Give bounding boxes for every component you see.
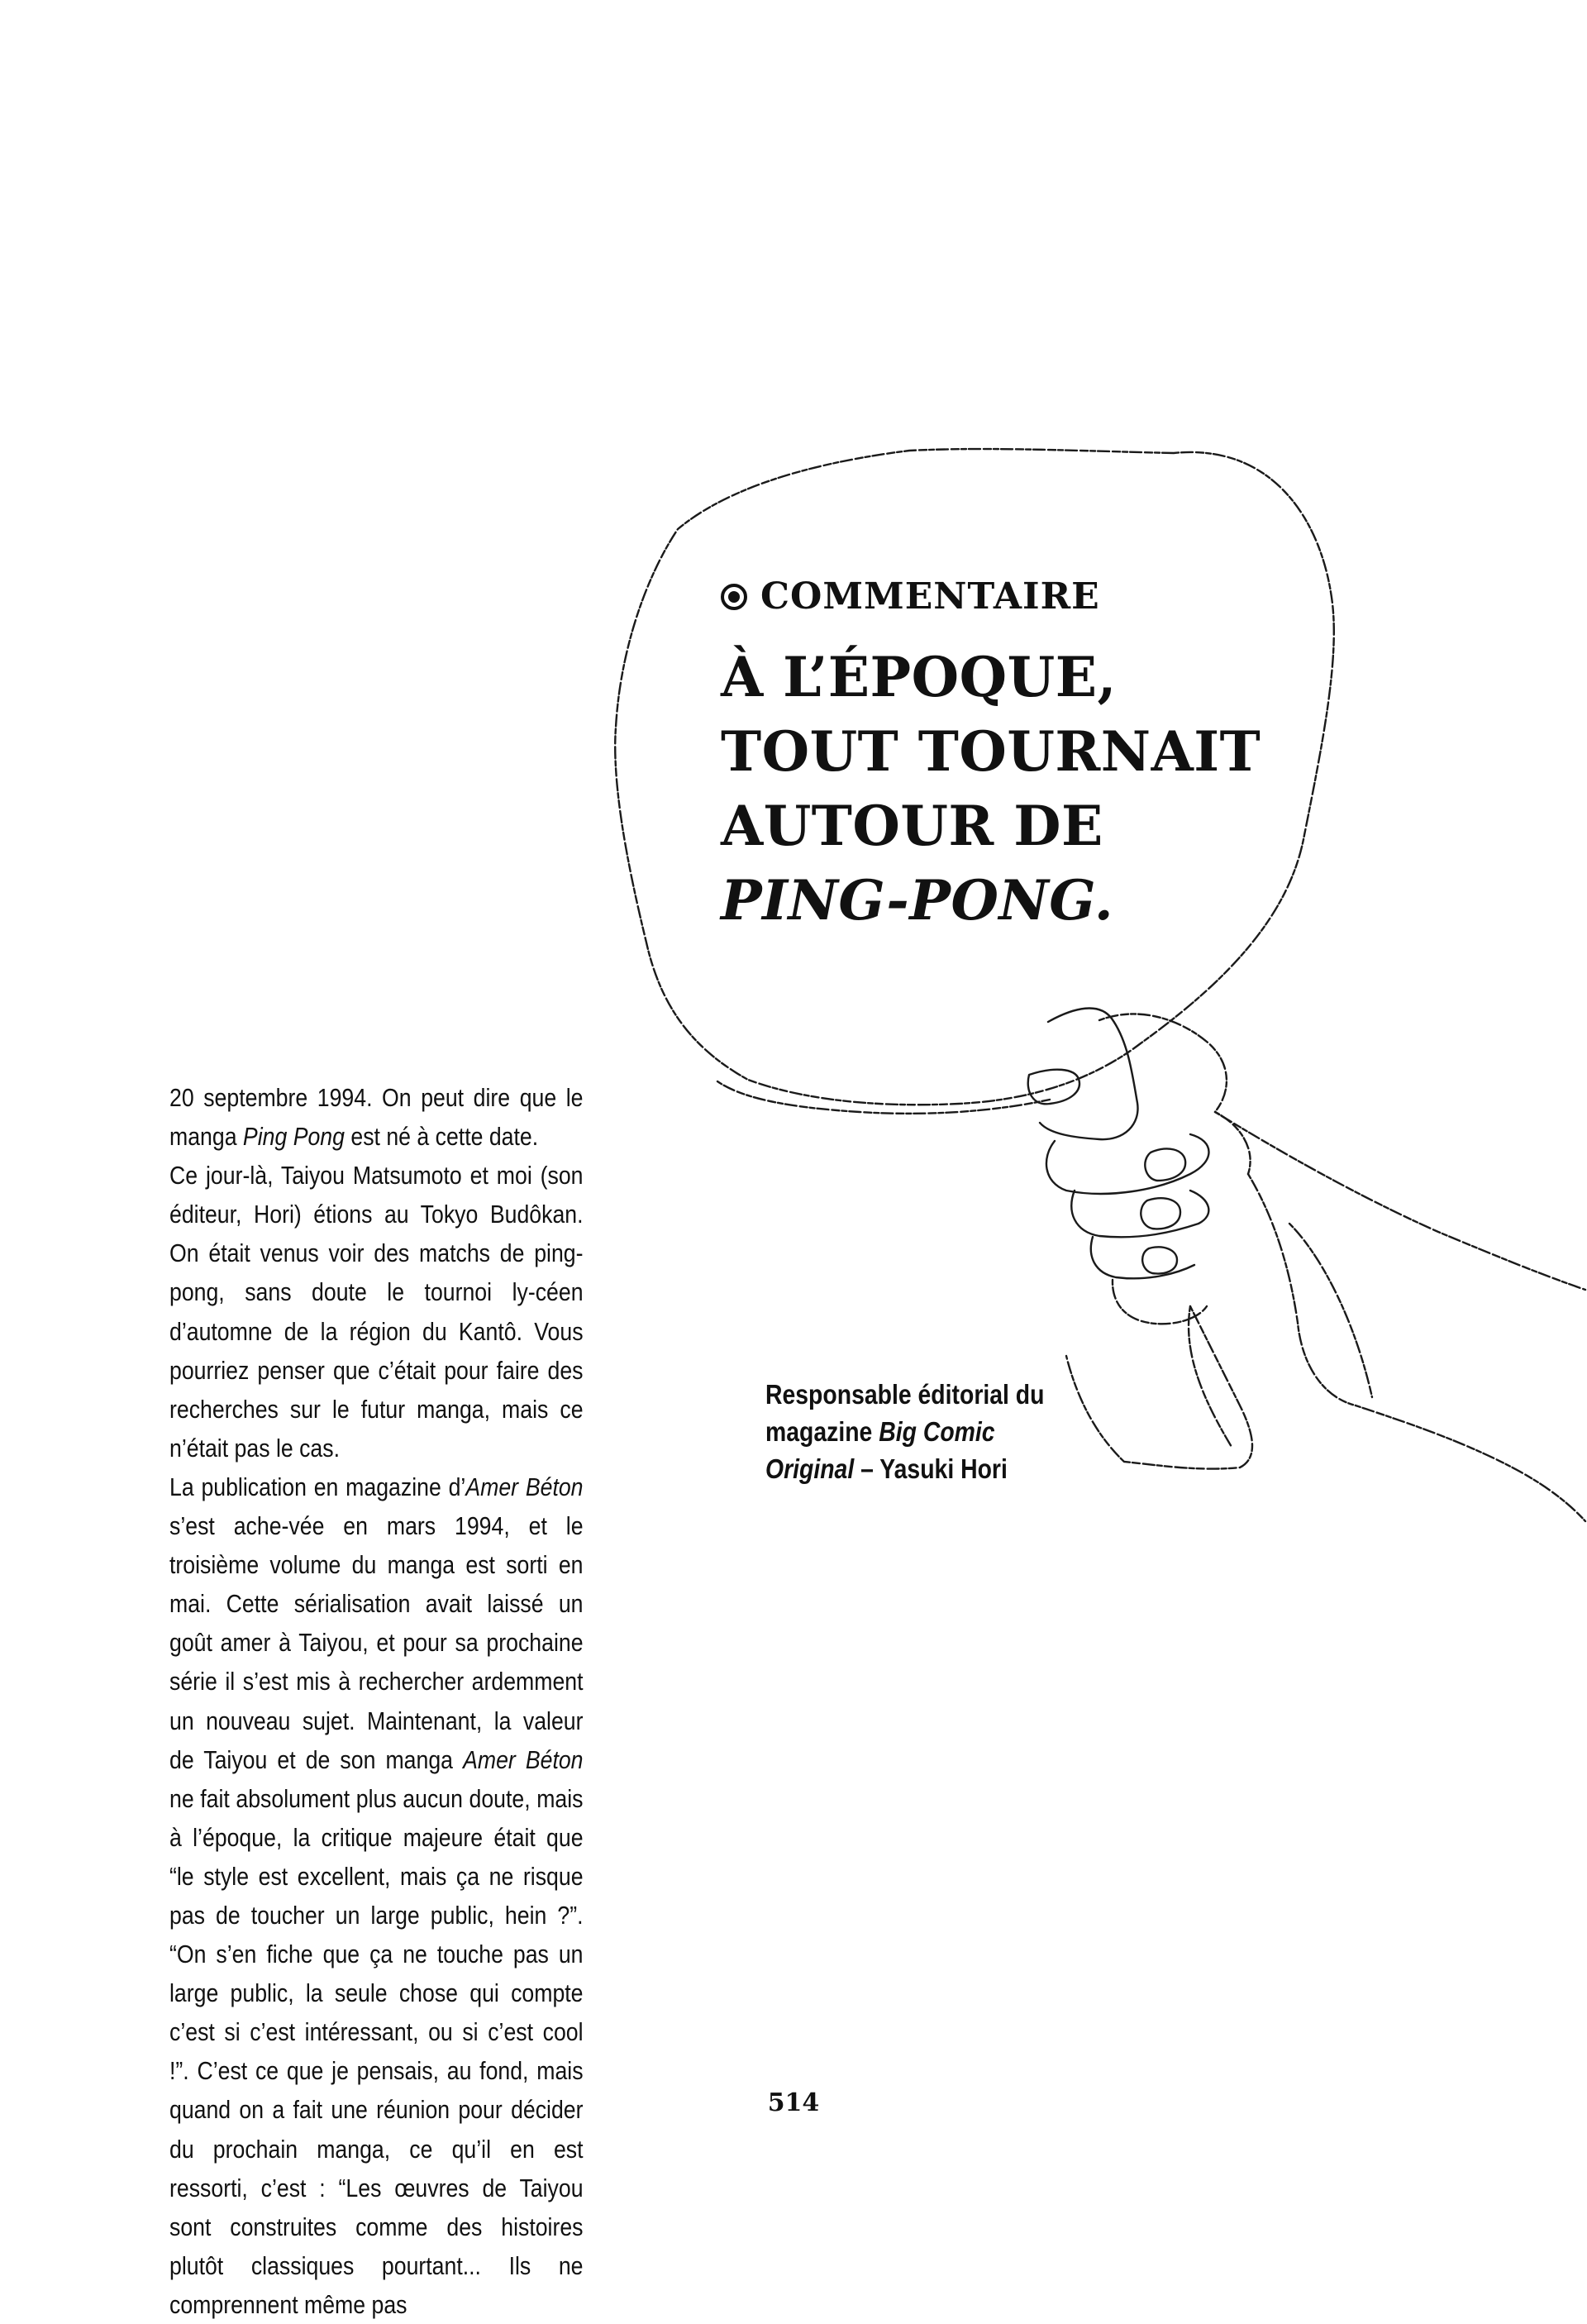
text-run: Responsable éditorial du magazine — [765, 1379, 1045, 1447]
text-run: s’est ache-vée en mars 1994, et le troisième volume du manga est sorti en mai. Cette sérialisation avait laissé un goût amer à Taiyou, et pour sa prochaine série il s’est mis à rechercher ardemment un nouveau sujet. Maintenant, la valeur de Taiyou et de son manga — [169, 1511, 584, 1774]
text-run: – Yasuki Hori — [854, 1453, 1008, 1484]
italic-title-text: Ping Pong — [242, 1122, 345, 1152]
headline-line-2: TOUT TOURNAIT — [721, 719, 1261, 784]
sleeve-line-upper — [1215, 1112, 1585, 1290]
article-paragraph-3 — [169, 1467, 584, 2324]
headline-line-4: PING-PONG. — [721, 868, 1114, 933]
fingernail-index — [1145, 1148, 1185, 1181]
page-number: 514 — [767, 2088, 820, 2117]
headline-line-1: À L’ÉPOQUE, — [721, 645, 1118, 709]
author-credit — [765, 1376, 1064, 1487]
bullet-circle-icon — [721, 584, 747, 610]
article-body — [169, 1078, 584, 2324]
palm-outline — [1248, 1174, 1356, 1405]
article-paragraph-1 — [169, 1078, 584, 1156]
italic-title-text: Amer Béton — [463, 1744, 584, 1774]
wrist-line — [1289, 1224, 1372, 1397]
text-run: est né à cette date. — [344, 1122, 539, 1152]
paddle-handle-side — [1066, 1306, 1232, 1462]
commentary-heading — [721, 575, 1349, 938]
text-run: 20 septembre 1994. On peut dire que le manga — [169, 1083, 584, 1152]
text-run: ne fait absolument plus aucun doute, mais à l’époque, la critique majeure était que “le style est excellent, mais ça ne risque pas de toucher un large public, hein ?”. “On s’en fiche que ça ne touche pas un large public, la seule chose qui compte c’est si c’est intéressant, ou si c’est cool !”. C’est ce que je pensais, au fond, mais quand on a fait une réunion pour décider du prochain manga, ce qu’il en est ressorti, c’est : “Les œuvres de Taiyou sont construites comme des histoires plutôt classiques pourtant... Ils ne comprennent même pas — [169, 1783, 584, 2319]
text-run: La publication en magazine d’ — [169, 1472, 466, 1501]
headline-line-3: AUTOUR DE — [721, 794, 1103, 858]
section-label-text: COMMENTAIRE — [760, 575, 1100, 618]
italic-title-text: Big Comic Original — [765, 1416, 995, 1484]
fingernail-middle — [1141, 1198, 1180, 1229]
fingernail-ring — [1142, 1247, 1177, 1273]
article-paragraph-2 — [169, 1156, 584, 1467]
italic-title-text: Amer Béton — [465, 1472, 584, 1501]
section-label — [721, 575, 1349, 618]
finger-little-outline — [1113, 1280, 1207, 1324]
text-run: Ce jour-là, Taiyou Matsumoto et moi (son éditeur, Hori) étions au Tokyo Budôkan. On était venus voir des matchs de ping-pong, sans doute le tournoi ly-céen d’automne de la région du Kantô. Vous pourriez penser que c’était pour faire des recherches sur le futur manga, mais ce n’était pas le cas. — [169, 1161, 584, 1463]
sleeve-line-lower — [1356, 1405, 1585, 1521]
